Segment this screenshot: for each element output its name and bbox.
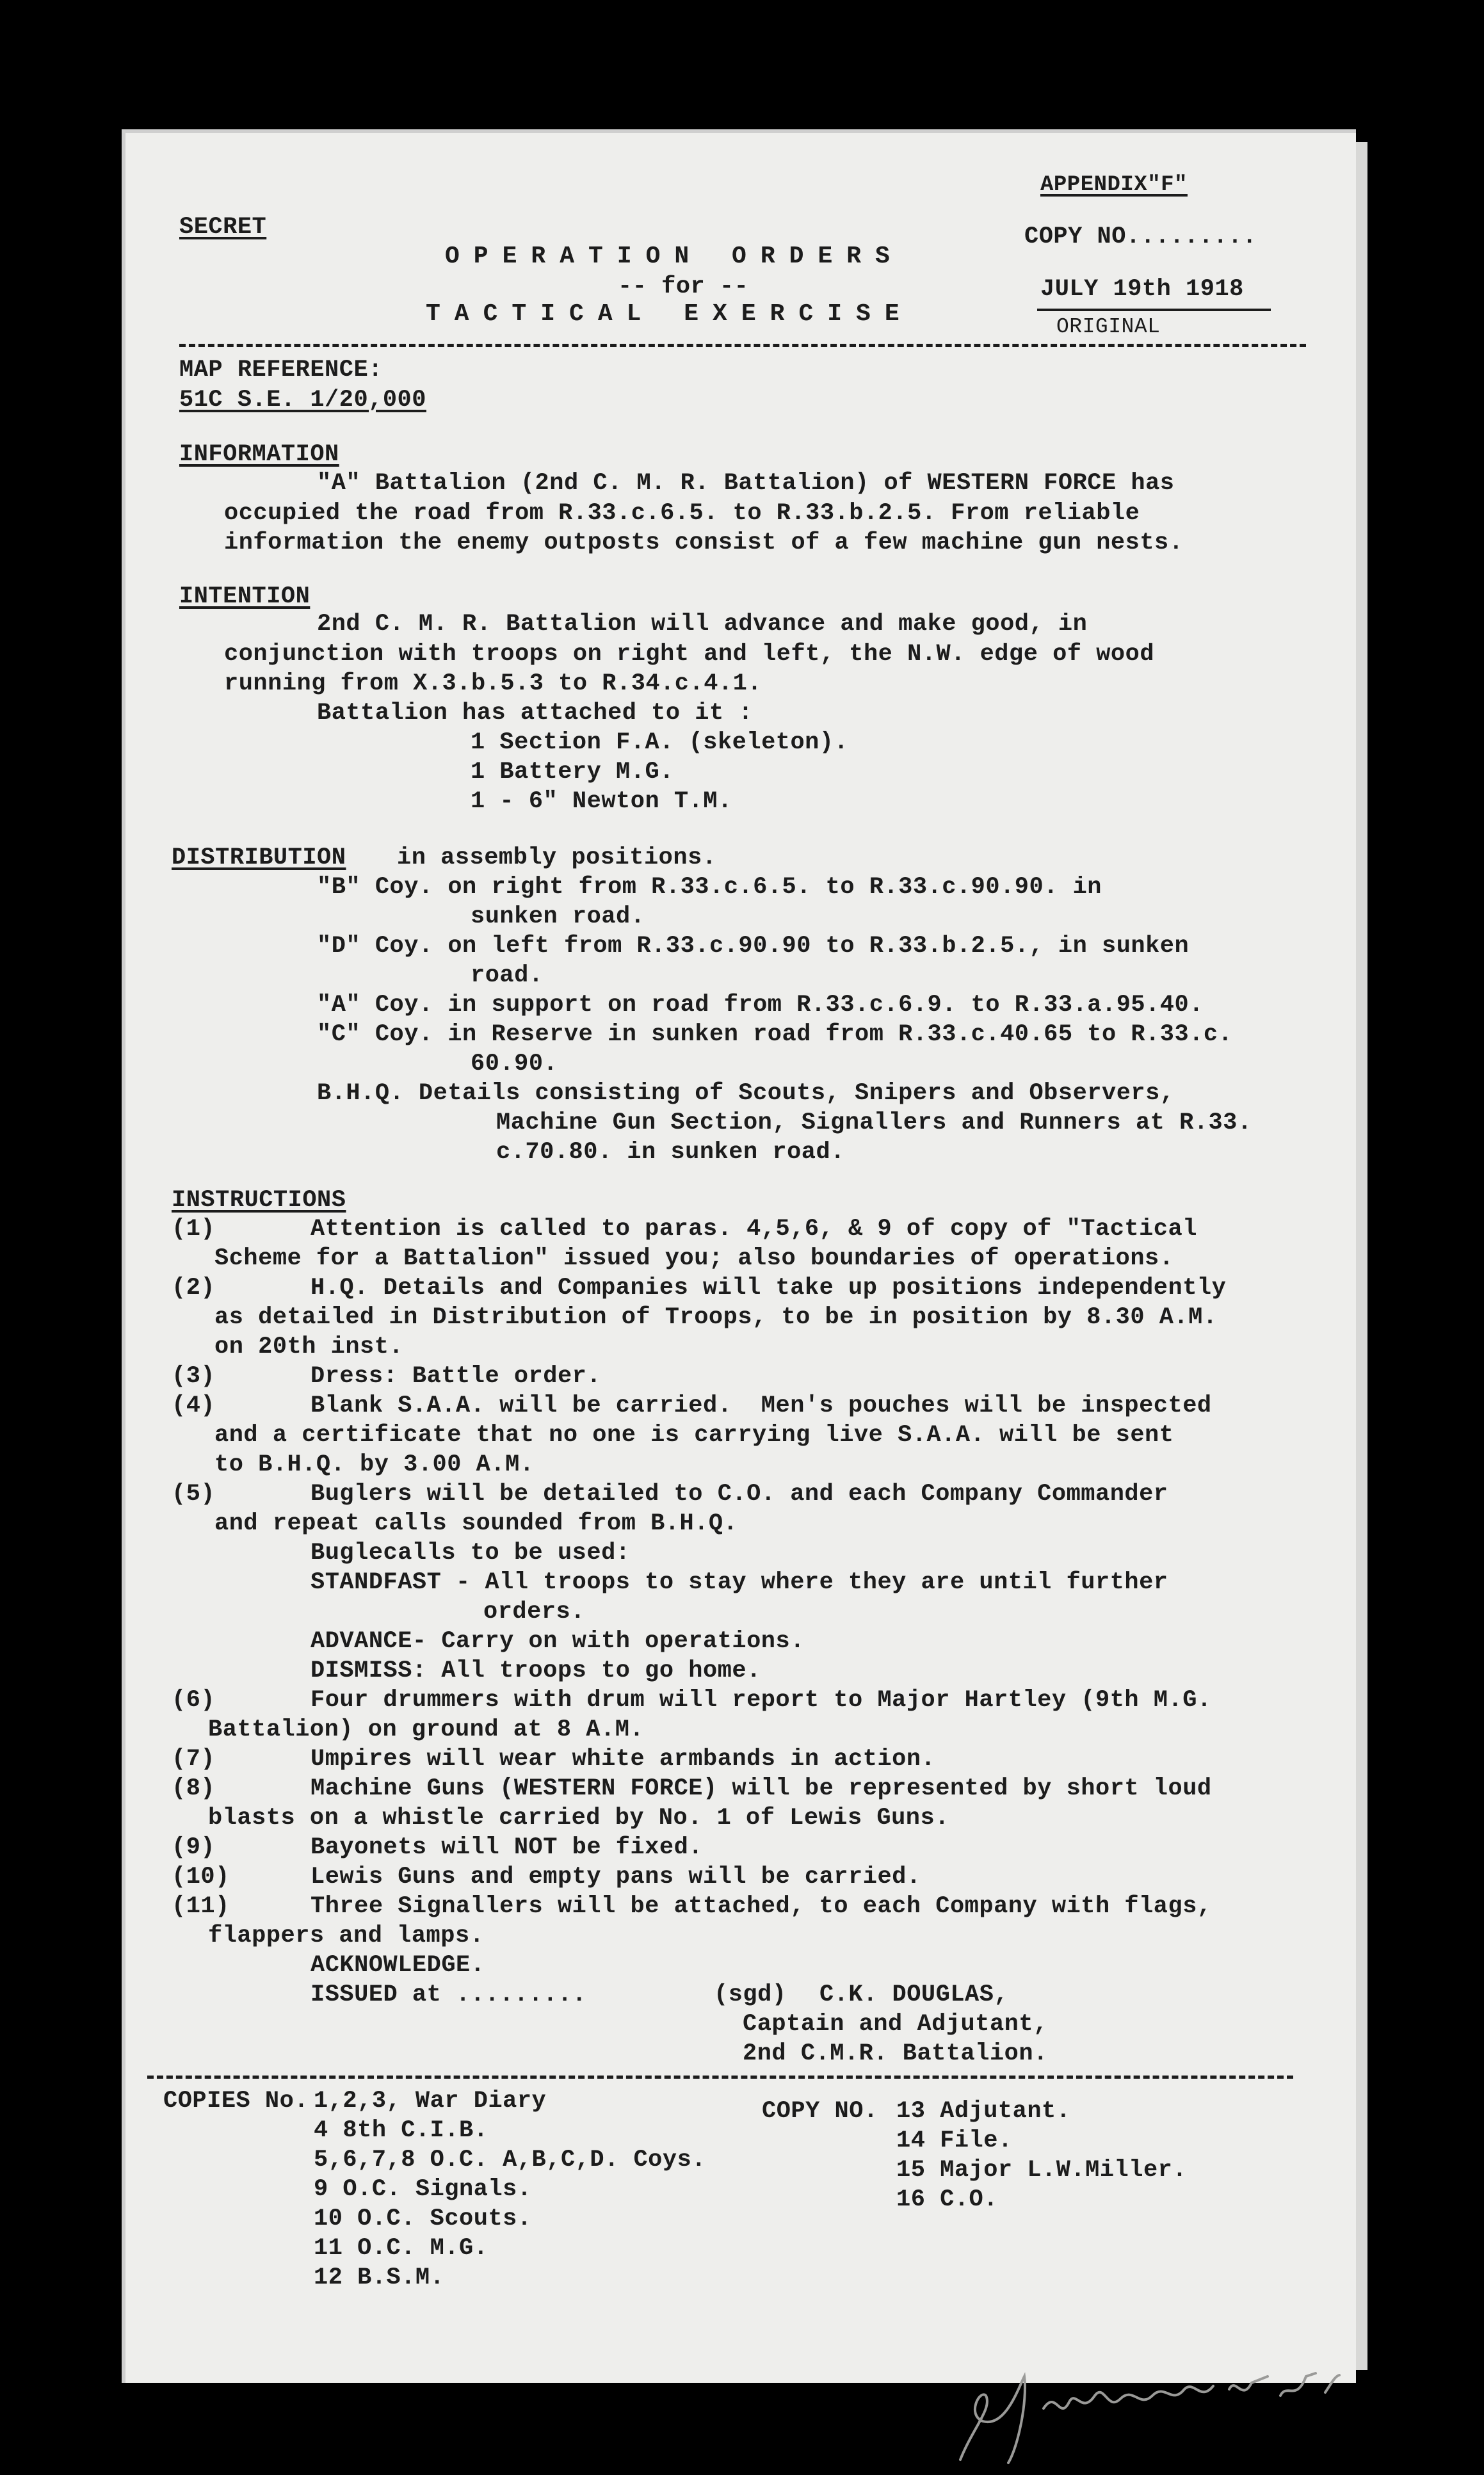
instruction-line: Four drummers with drum will report to Major Hartley (9th M.G. — [311, 1687, 1212, 1714]
header-divider — [179, 344, 1306, 347]
instruction-line: orders. — [483, 1599, 585, 1625]
distribution-line: c.70.80. in sunken road. — [496, 1139, 845, 1166]
instruction-line: Three Signallers will be attached, to each Company with flags, — [311, 1893, 1212, 1920]
footer-divider — [147, 2076, 1293, 2079]
instruction-line: on 20th inst. — [214, 1334, 404, 1360]
copies-left-item: 5,6,7,8 O.C. A,B,C,D. Coys. — [314, 2147, 706, 2173]
signature-name: C.K. DOUGLAS, — [819, 1981, 1009, 2008]
title-line-3: TACTICAL EXERCISE — [426, 300, 914, 328]
signature-rank: Captain and Adjutant, — [743, 2011, 1048, 2038]
intention-line: 1 Section F.A. (skeleton). — [471, 729, 849, 756]
intention-heading: INTENTION — [179, 583, 311, 610]
instruction-number: (11) — [172, 1893, 230, 1920]
secret-label: SECRET — [179, 214, 267, 241]
instruction-line: Umpires will wear white armbands in action. — [311, 1746, 936, 1773]
instruction-number: (8) — [172, 1775, 216, 1802]
map-reference-value: 51C S.E. 1/20,000 — [179, 387, 426, 414]
instruction-line: DISMISS: All troops to go home. — [311, 1657, 761, 1684]
copies-left-item: 11 O.C. M.G. — [314, 2235, 488, 2262]
distribution-heading: DISTRIBUTION — [172, 844, 346, 871]
date-underline — [1037, 309, 1271, 311]
instructions-heading: INSTRUCTIONS — [172, 1187, 346, 1214]
copies-left-item: 9 O.C. Signals. — [314, 2176, 532, 2203]
instruction-number: (10) — [172, 1864, 230, 1891]
instruction-line: Bayonets will NOT be fixed. — [311, 1834, 703, 1861]
handwritten-signature — [948, 2351, 1344, 2472]
intention-line: conjunction with troops on right and left, the N.W. edge of wood — [224, 641, 1155, 668]
distribution-line: B.H.Q. Details consisting of Scouts, Snipers and Observers, — [317, 1080, 1175, 1107]
instruction-line: and repeat calls sounded from B.H.Q. — [214, 1510, 738, 1537]
distribution-line: Machine Gun Section, Signallers and Runners at R.33. — [496, 1109, 1252, 1136]
intention-line: 1 Battery M.G. — [471, 759, 674, 786]
copies-left-item: 1,2,3, War Diary — [314, 2088, 547, 2115]
instruction-number: (9) — [172, 1834, 216, 1861]
instruction-line: to B.H.Q. by 3.00 A.M. — [214, 1451, 535, 1478]
distribution-line: "A" Coy. in support on road from R.33.c.6.9. to R.33.a.95.40. — [317, 992, 1204, 1019]
signature-unit: 2nd C.M.R. Battalion. — [743, 2040, 1048, 2067]
instruction-line: STANDFAST - All troops to stay where they are until further — [311, 1569, 1168, 1596]
information-line: information the enemy outposts consist of a few machine gun nests. — [224, 529, 1184, 556]
intention-line: 2nd C. M. R. Battalion will advance and make good, in — [317, 611, 1088, 638]
instruction-line: Buglecalls to be used: — [311, 1540, 631, 1567]
copies-left-item: 12 B.S.M. — [314, 2264, 445, 2291]
instruction-number: (2) — [172, 1275, 216, 1302]
instruction-line: Battalion) on ground at 8 A.M. — [208, 1716, 645, 1743]
intention-line: 1 - 6" Newton T.M. — [471, 788, 732, 815]
instruction-line: Attention is called to paras. 4,5,6, & 9 of copy of "Tactical — [311, 1216, 1197, 1243]
copies-right-item: 15 Major L.W.Miller. — [896, 2157, 1188, 2184]
appendix-label: APPENDIX"F" — [1040, 173, 1188, 197]
instruction-number: (6) — [172, 1687, 216, 1714]
distribution-line: "D" Coy. on left from R.33.c.90.90 to R.33.b.2.5., in sunken — [317, 933, 1190, 960]
distribution-line: 60.90. — [471, 1051, 558, 1077]
distribution-line: "C" Coy. in Reserve in sunken road from R.33.c.40.65 to R.33.c. — [317, 1021, 1233, 1048]
instruction-line: Buglers will be detailed to C.O. and each Company Commander — [311, 1481, 1168, 1508]
copies-left-item: 4 8th C.I.B. — [314, 2117, 488, 2144]
instruction-line: H.Q. Details and Companies will take up positions independently — [311, 1275, 1227, 1302]
copies-left-item: 10 O.C. Scouts. — [314, 2205, 532, 2232]
instruction-line: Dress: Battle order. — [311, 1363, 602, 1390]
instruction-number: (4) — [172, 1392, 216, 1419]
instruction-number: (3) — [172, 1363, 216, 1390]
instruction-line: Scheme for a Battalion" issued you; also boundaries of operations. — [214, 1245, 1174, 1272]
distribution-line: sunken road. — [471, 903, 645, 930]
instruction-line: blasts on a whistle carried by No. 1 of Lewis Guns. — [208, 1805, 949, 1832]
intention-line: Battalion has attached to it : — [317, 700, 754, 727]
instruction-line: Machine Guns (WESTERN FORCE) will be represented by short loud — [311, 1775, 1212, 1802]
instruction-number: (1) — [172, 1216, 216, 1243]
copies-right-label: COPY NO. — [762, 2098, 878, 2125]
copy-no: COPY NO......... — [1024, 223, 1257, 250]
date: JULY 19th 1918 — [1040, 276, 1244, 303]
copies-right-item: 16 C.O. — [896, 2186, 998, 2213]
instruction-line: flappers and lamps. — [208, 1923, 485, 1949]
map-reference-label: MAP REFERENCE: — [179, 357, 383, 383]
document-page — [122, 129, 1356, 2383]
information-line: occupied the road from R.33.c.6.5. to R.33.b.2.5. From reliable — [224, 500, 1140, 527]
copies-right-item: 13 Adjutant. — [896, 2098, 1071, 2125]
instruction-number: (5) — [172, 1481, 216, 1508]
copies-right-item: 14 File. — [896, 2127, 1013, 2154]
instruction-line: and a certificate that no one is carrying live S.A.A. will be sent — [214, 1422, 1174, 1449]
instruction-line: Lewis Guns and empty pans will be carried. — [311, 1864, 921, 1891]
title-line-2: -- for -- — [618, 273, 749, 300]
instruction-line: ACKNOWLEDGE. — [311, 1952, 485, 1979]
copies-label: COPIES No. — [163, 2088, 309, 2115]
distribution-line: road. — [471, 962, 544, 989]
title-line-1: OPERATION ORDERS — [445, 243, 904, 270]
instruction-line: as detailed in Distribution of Troops, to be in position by 8.30 A.M. — [214, 1304, 1218, 1331]
instruction-line: Blank S.A.A. will be carried. Men's pouches will be inspected — [311, 1392, 1212, 1419]
information-line: "A" Battalion (2nd C. M. R. Battalion) of WESTERN FORCE has — [317, 470, 1175, 497]
distribution-line: "B" Coy. on right from R.33.c.6.5. to R.33.c.90.90. in — [317, 874, 1102, 901]
instruction-line: ADVANCE- Carry on with operations. — [311, 1628, 805, 1655]
instruction-line: ISSUED at ......... — [311, 1981, 587, 2008]
intention-line: running from X.3.b.5.3 to R.34.c.4.1. — [224, 670, 762, 697]
distribution-line: in assembly positions. — [397, 844, 717, 871]
signature-sgd: (sgd) — [714, 1981, 787, 2008]
instruction-number: (7) — [172, 1746, 216, 1773]
original-label: ORIGINAL — [1056, 315, 1161, 339]
information-heading: INFORMATION — [179, 441, 339, 468]
